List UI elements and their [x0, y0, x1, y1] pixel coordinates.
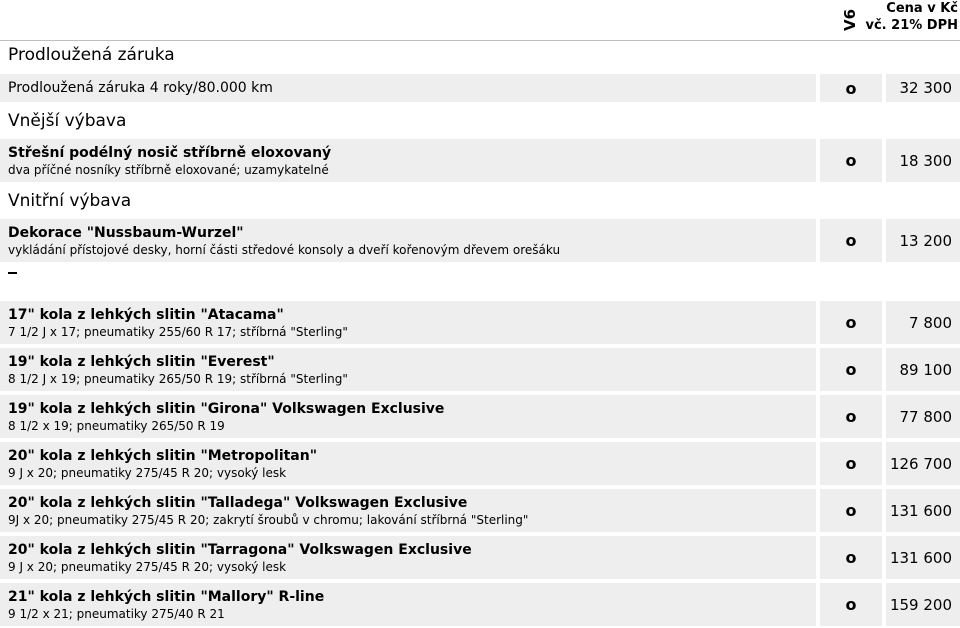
row-title: 19" kola z lehkých slitin "Girona" Volkswagen Exclusive	[8, 401, 445, 417]
row-title: 20" kola z lehkých slitin "Tarragona" Volkswagen Exclusive	[8, 542, 472, 558]
column-header-price	[848, 0, 958, 40]
row-availability: o	[820, 219, 882, 262]
section-title-interior: Vnitřní výbava	[8, 191, 132, 211]
price-header-line1: Cena v Kč	[886, 1, 958, 16]
row-description	[0, 139, 816, 182]
table-row	[0, 74, 960, 102]
row-description	[0, 489, 816, 532]
row-subtitle: 9 J x 20; pneumatiky 275/45 R 20; vysoký lesk	[8, 466, 287, 480]
row-description	[0, 583, 816, 626]
row-price: 7 800	[886, 301, 960, 344]
row-price: 126 700	[886, 442, 960, 485]
table-row	[0, 219, 960, 262]
table-row	[0, 139, 960, 182]
row-subtitle: 8 1/2 J x 19; pneumatiky 265/50 R 19; stříbrná "Sterling"	[8, 372, 348, 386]
table-row	[0, 442, 960, 485]
row-subtitle: dva příčné nosníky stříbrně eloxované; uzamykatelné	[8, 163, 329, 177]
row-title: Střešní podélný nosič stříbrně eloxovaný	[8, 145, 332, 161]
row-availability: o	[820, 583, 882, 626]
row-title: 17" kola z lehkých slitin "Atacama"	[8, 307, 284, 323]
row-subtitle: 9J x 20; pneumatiky 275/45 R 20; zakrytí šroubů v chromu; lakování stříbrná "Sterling"	[8, 513, 529, 527]
row-price: 18 300	[886, 139, 960, 182]
row-availability: o	[820, 348, 882, 391]
section-dash	[8, 272, 17, 274]
row-description	[0, 395, 816, 438]
row-availability: o	[820, 74, 882, 102]
row-subtitle: 8 1/2 x 19; pneumatiky 265/50 R 19	[8, 419, 225, 433]
header-divider	[0, 40, 960, 41]
table-row	[0, 489, 960, 532]
row-price: 131 600	[886, 536, 960, 579]
variant-label: V6	[840, 8, 859, 32]
table-row	[0, 301, 960, 344]
section-title-exterior: Vnější výbava	[8, 111, 127, 131]
row-title: 20" kola z lehkých slitin "Talladega" Volkswagen Exclusive	[8, 495, 468, 511]
row-description	[0, 442, 816, 485]
row-availability: o	[820, 489, 882, 532]
row-title: 21" kola z lehkých slitin "Mallory" R-line	[8, 589, 325, 605]
row-subtitle: 9 1/2 x 21; pneumatiky 275/40 R 21	[8, 607, 225, 621]
row-subtitle: 9 J x 20; pneumatiky 275/45 R 20; vysoký lesk	[8, 560, 287, 574]
row-availability: o	[820, 395, 882, 438]
row-title: Prodloužená záruka 4 roky/80.000 km	[8, 79, 273, 96]
row-availability: o	[820, 301, 882, 344]
row-subtitle: 7 1/2 J x 17; pneumatiky 255/60 R 17; stříbrná "Sterling"	[8, 325, 348, 339]
row-description	[0, 348, 816, 391]
row-price: 77 800	[886, 395, 960, 438]
row-description	[0, 536, 816, 579]
row-availability: o	[820, 139, 882, 182]
row-availability: o	[820, 442, 882, 485]
row-description	[0, 219, 816, 262]
row-price: 89 100	[886, 348, 960, 391]
table-row	[0, 395, 960, 438]
row-description	[0, 301, 816, 344]
table-row	[0, 536, 960, 579]
table-row	[0, 348, 960, 391]
row-price: 13 200	[886, 219, 960, 262]
row-price: 32 300	[886, 74, 960, 102]
row-description	[0, 74, 816, 102]
row-title: 20" kola z lehkých slitin "Metropolitan"	[8, 448, 318, 464]
section-title-warranty: Prodloužená záruka	[8, 45, 175, 65]
table-row	[0, 583, 960, 626]
row-availability: o	[820, 536, 882, 579]
row-subtitle: vykládání přístojové desky, horní části středové konsoly a dveří kořenovým dřevem orešáku	[8, 243, 561, 257]
row-price: 159 200	[886, 583, 960, 626]
row-title: Dekorace "Nussbaum-Wurzel"	[8, 225, 244, 241]
price-header-line2: vč. 21% DPH	[865, 18, 958, 33]
row-price: 131 600	[886, 489, 960, 532]
row-title: 19" kola z lehkých slitin "Everest"	[8, 354, 275, 370]
